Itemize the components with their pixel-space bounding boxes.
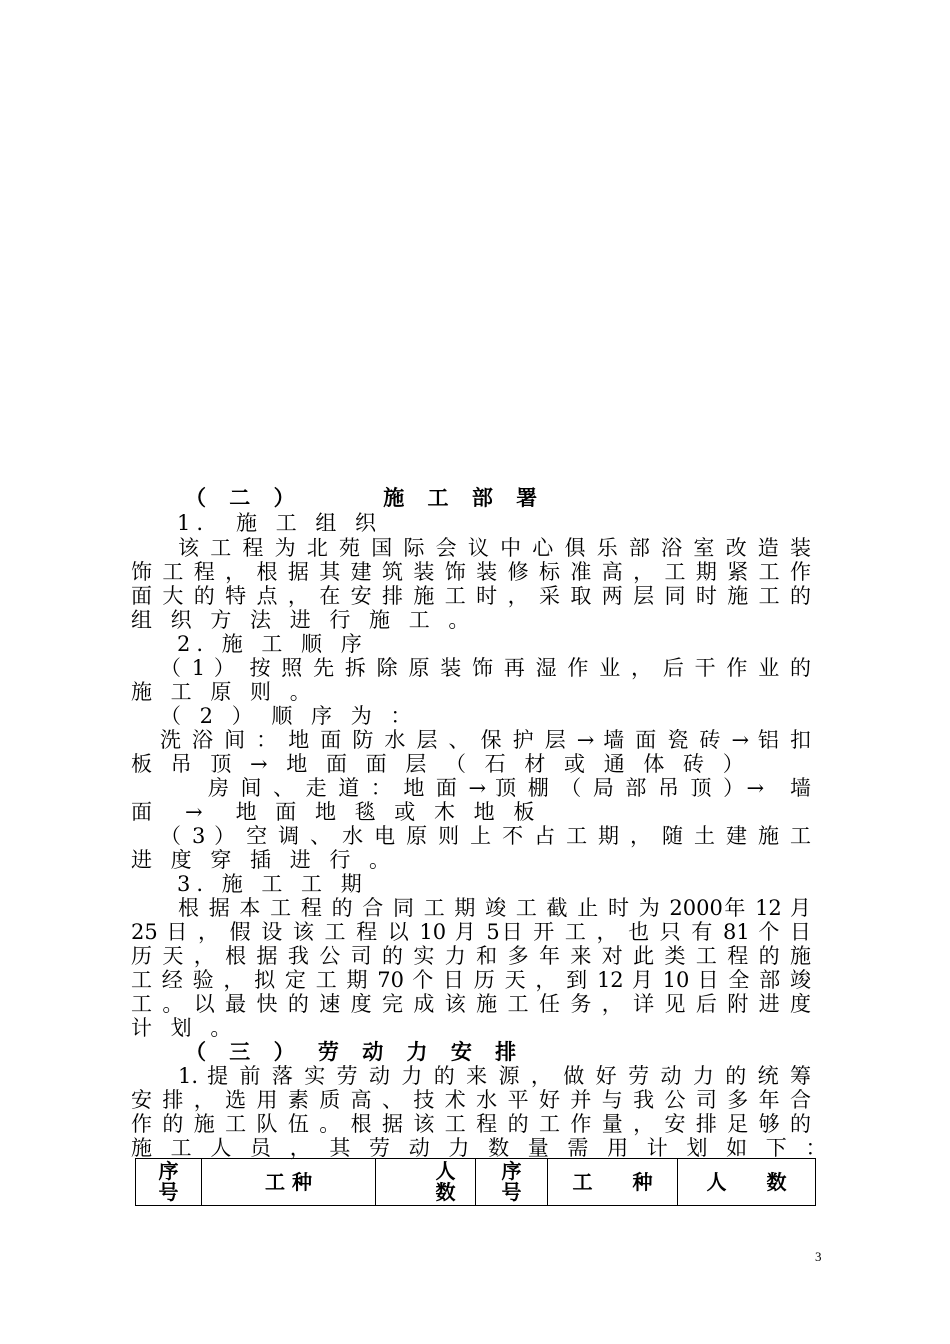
table-header-row xyxy=(136,1159,816,1206)
paragraph-line: 面 → 地 面 地 毯 或 木 地 板 xyxy=(131,800,541,824)
paragraph-line: （ 3 ） 空 调 、 水 电 原 则 上 不 占 工 期 ， 随 土 建 施 工 xyxy=(160,824,811,848)
section-2-heading xyxy=(185,486,865,510)
section-2-title: 施 工 部 署 xyxy=(383,485,546,510)
header-serial-2: 序 号 xyxy=(476,1159,548,1206)
paragraph-line: 面 大 的 特 点 ， 在 安 排 施 工 时 ， 采 取 两 层 同 时 施 工 的 xyxy=(131,584,811,608)
header-count-1: 人 数 xyxy=(376,1159,476,1206)
subheading-schedule: 3. 施 工 工 期 xyxy=(177,872,368,896)
paragraph-line: 饰 工 程 ， 根 据 其 建 筑 装 饰 装 修 标 准 高 ， 工 期 紧 工 作 xyxy=(131,560,811,584)
page-number: 3 xyxy=(815,1249,822,1264)
paragraph-line: 洗 浴 间 ： 地 面 防 水 层 、 保 护 层 → 墙 面 瓷 砖 → 铝 扣 xyxy=(160,728,811,752)
subheading-sequence: 2. 施 工 顺 序 xyxy=(177,632,368,656)
paragraph-line: 工 经 验 ， 拟 定 工 期 70 个 日 历 天 ， 到 12 月 10 日 全 部 竣 xyxy=(131,968,811,992)
paragraph-line: 房 间 、 走 道 ： 地 面 → 顶 棚 （ 局 部 吊 顶 ）→ 墙 xyxy=(208,776,811,800)
paragraph-line: 安 排 ， 选 用 素 质 高 、 技 术 水 平 好 并 与 我 公 司 多 年 合 xyxy=(131,1088,811,1112)
paragraph-line: （ 2 ） 顺 序 为 ： xyxy=(160,704,418,728)
paragraph-line: 施 工 人 员 ， 其 劳 动 力 数 量 需 用 计 划 如 下 ： xyxy=(131,1136,833,1160)
paragraph-line: 工 。 以 最 快 的 速 度 完 成 该 施 工 任 务 ， 详 见 后 附 进 度 xyxy=(131,992,811,1016)
header-trade-2: 工 种 xyxy=(548,1159,678,1206)
header-serial-1: 序 号 xyxy=(136,1159,202,1206)
paragraph-line: 25 日 ， 假 设 该 工 程 以 10 月 5日 开 工 ， 也 只 有 81 个 日 xyxy=(131,920,811,944)
section-3-heading: （ 三 ） 劳 动 力 安 排 xyxy=(185,1039,525,1064)
paragraph-line: 根 据 本 工 程 的 合 同 工 期 竣 工 截 止 时 为 2000年 12 月 xyxy=(178,896,811,920)
paragraph-line: 施 工 原 则 。 xyxy=(131,680,317,704)
subheading-organization: 1. 施 工 组 织 xyxy=(177,511,383,535)
paragraph-line: 该 工 程 为 北 苑 国 际 会 议 中 心 俱 乐 部 浴 室 改 造 装 xyxy=(178,536,811,560)
header-trade-1: 工 种 xyxy=(202,1159,376,1206)
paragraph-line: 作 的 施 工 队 伍 。 根 据 该 工 程 的 工 作 量 ， 安 排 足 够 的 xyxy=(131,1112,811,1136)
paragraph-line: 进 度 穿 插 进 行 。 xyxy=(131,848,397,872)
header-count-2: 人 数 xyxy=(678,1159,816,1206)
section-2-number: （ 二 ） xyxy=(185,485,303,510)
labor-plan-table xyxy=(135,1158,816,1206)
paragraph-line: 计 划 。 xyxy=(131,1016,238,1040)
paragraph-line: 板 吊 顶 → 地 面 面 层 （ 石 材 或 通 体 砖 ） xyxy=(131,752,750,776)
paragraph-line: 组 织 方 法 进 行 施 工 。 xyxy=(131,608,476,632)
paragraph-line: 1. 提 前 落 实 劳 动 力 的 来 源 ， 做 好 劳 动 力 的 统 筹 xyxy=(178,1064,811,1088)
paragraph-line: 历 天 ， 根 据 我 公 司 的 实 力 和 多 年 来 对 此 类 工 程 的 施 xyxy=(131,944,811,968)
paragraph-line: （ 1 ） 按 照 先 拆 除 原 装 饰 再 湿 作 业 ， 后 干 作 业 的 xyxy=(160,656,811,680)
